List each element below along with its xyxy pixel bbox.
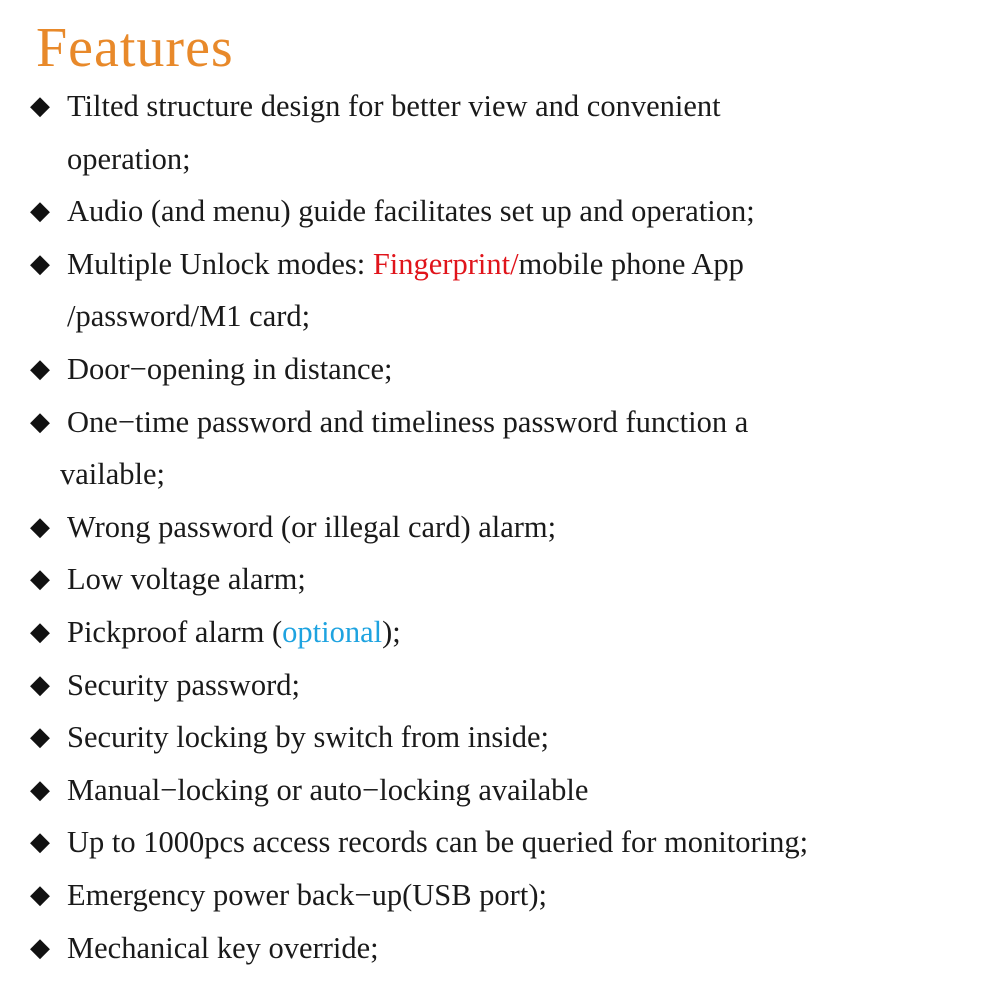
feature-item — [30, 343, 990, 396]
feature-item — [30, 501, 990, 554]
feature-text: Emergency power back−up(USB port); — [67, 877, 547, 912]
diamond-bullet-icon: ◆ — [30, 669, 50, 700]
diamond-bullet-icon: ◆ — [30, 248, 50, 279]
feature-text: Door−opening in distance; — [67, 351, 393, 386]
diamond-bullet-icon: ◆ — [30, 879, 50, 910]
diamond-bullet-icon: ◆ — [30, 406, 50, 437]
feature-text-continued: /password/M1 card; — [67, 299, 311, 334]
diamond-bullet-icon: ◆ — [30, 564, 50, 595]
feature-text: Multiple Unlock modes: — [67, 246, 373, 281]
feature-item — [30, 764, 990, 817]
feature-text: Security password; — [67, 667, 300, 702]
page-title: Features — [36, 17, 234, 79]
diamond-bullet-icon: ◆ — [30, 616, 50, 647]
feature-text: Security locking by switch from inside; — [67, 720, 549, 755]
diamond-bullet-icon: ◆ — [30, 827, 50, 858]
feature-text-continued: vailable; — [60, 457, 166, 492]
feature-text-continued: operation; — [67, 141, 191, 176]
diamond-bullet-icon: ◆ — [30, 722, 50, 753]
feature-highlight-red: Fingerprint/ — [372, 246, 519, 281]
diamond-bullet-icon: ◆ — [30, 511, 50, 542]
feature-text: Tilted structure design for better view and convenient — [67, 89, 721, 123]
feature-text: Wrong password (or illegal card) alarm; — [67, 509, 557, 544]
feature-item — [30, 553, 990, 606]
feature-text: Audio (and menu) guide facilitates set up and operation; — [67, 194, 755, 229]
diamond-bullet-icon: ◆ — [30, 353, 50, 384]
feature-text: Pickproof alarm ( — [67, 614, 283, 649]
diamond-bullet-icon: ◆ — [30, 196, 50, 227]
feature-text-after: mobile phone App — [518, 246, 744, 281]
feature-text: One−time password and timeliness password function a — [67, 404, 749, 439]
feature-text: Up to 1000pcs access records can be queried for monitoring; — [67, 825, 809, 860]
feature-item — [30, 922, 990, 975]
feature-item — [30, 606, 990, 659]
feature-text: Low voltage alarm; — [67, 562, 306, 597]
feature-item — [30, 659, 990, 712]
feature-text-after: ); — [382, 614, 401, 649]
feature-item — [30, 396, 990, 501]
feature-text: Manual−locking or auto−locking available — [67, 772, 589, 807]
feature-item — [30, 816, 990, 869]
feature-item — [30, 80, 990, 185]
feature-item — [30, 869, 990, 922]
feature-item — [30, 711, 990, 764]
diamond-bullet-icon: ◆ — [30, 91, 50, 121]
diamond-bullet-icon: ◆ — [30, 774, 50, 805]
feature-item — [30, 185, 990, 238]
feature-highlight-blue: optional — [282, 614, 383, 649]
feature-item — [30, 238, 990, 343]
feature-text: Mechanical key override; — [67, 930, 379, 965]
diamond-bullet-icon: ◆ — [30, 932, 50, 963]
feature-list — [30, 80, 990, 974]
